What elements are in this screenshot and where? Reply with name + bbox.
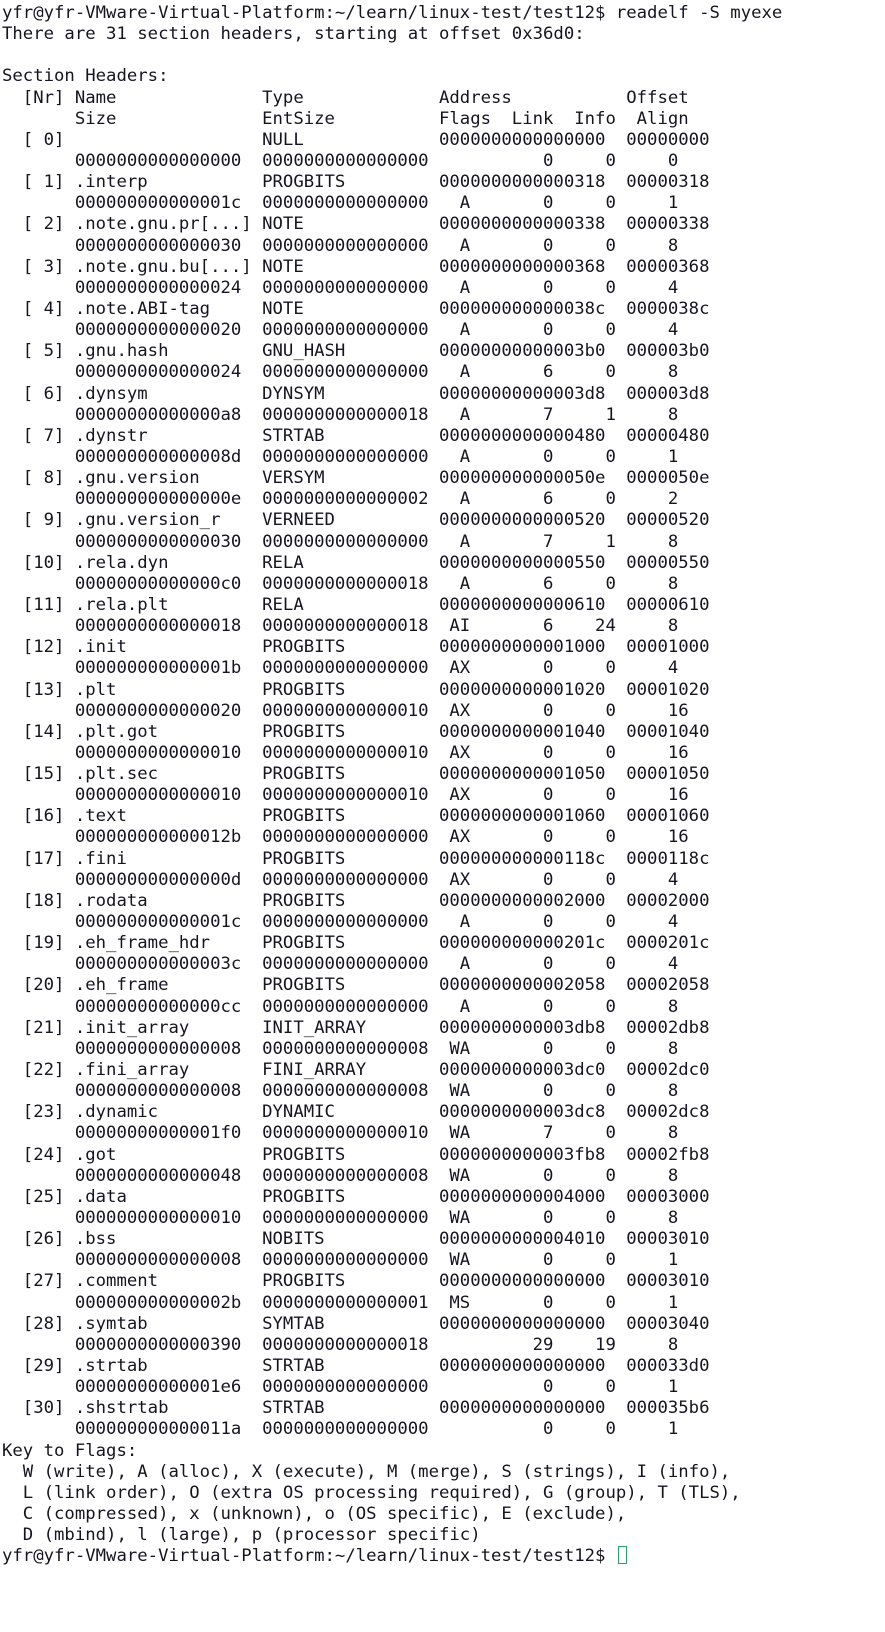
section-row-line-1: [ 7] .dynstr STRTAB 0000000000000480 00000480 — [2, 425, 710, 446]
section-row-line-2: 0000000000000008 0000000000000008 WA 0 0 8 — [2, 1081, 679, 1102]
section-row-line-2: 00000000000001f0 0000000000000010 WA 7 0 8 — [2, 1123, 679, 1144]
section-row-line-1: [11] .rela.plt RELA 0000000000000610 00000610 — [2, 594, 710, 615]
section-row-line-1: [ 5] .gnu.hash GNU_HASH 00000000000003b0 000003b0 — [2, 341, 710, 362]
section-table — [2, 130, 782, 1441]
section-row-line-2: 00000000000000a8 0000000000000018 A 7 1 8 — [2, 404, 679, 425]
section-row-line-2: 000000000000011a 0000000000000000 0 0 1 — [2, 1419, 679, 1440]
section-row-line-2: 0000000000000390 0000000000000018 29 19 8 — [2, 1334, 679, 1355]
section-row-line-1: [25] .data PROGBITS 0000000000004000 00003000 — [2, 1186, 710, 1207]
section-row-line-1: [30] .shstrtab STRTAB 0000000000000000 000035b6 — [2, 1398, 710, 1419]
section-row-line-2: 00000000000000c0 0000000000000018 A 6 0 8 — [2, 573, 679, 594]
section-row-line-2: 0000000000000030 0000000000000000 A 7 1 8 — [2, 531, 679, 552]
section-row-line-2: 0000000000000020 0000000000000000 A 0 0 4 — [2, 320, 679, 341]
section-row-line-2: 0000000000000008 0000000000000008 WA 0 0 8 — [2, 1038, 679, 1059]
section-row-line-1: [16] .text PROGBITS 0000000000001060 00001060 — [2, 806, 710, 827]
section-row-line-2: 000000000000001c 0000000000000000 A 0 0 1 — [2, 193, 679, 214]
section-row-line-1: [29] .strtab STRTAB 0000000000000000 000033d0 — [2, 1356, 710, 1376]
section-row-line-1: [21] .init_array INIT_ARRAY 0000000000003db8 00002db8 — [2, 1017, 710, 1038]
blank-line — [2, 45, 782, 66]
section-row-line-1: [ 0] NULL 0000000000000000 00000000 — [2, 129, 710, 150]
column-header-line-2: Size EntSize Flags Link Info Align — [2, 108, 689, 129]
section-row-line-2: 0000000000000008 0000000000000000 WA 0 0 1 — [2, 1250, 679, 1271]
section-row-line-1: [ 9] .gnu.version_r VERNEED 0000000000000520 00000520 — [2, 510, 710, 531]
section-headers-title: Section Headers: — [2, 66, 169, 87]
section-row-line-2: 000000000000000e 0000000000000002 A 6 0 2 — [2, 489, 679, 510]
section-row-line-1: [13] .plt PROGBITS 0000000000001020 00001020 — [2, 679, 710, 700]
section-row-line-2: 000000000000008d 0000000000000000 A 0 0 1 — [2, 446, 679, 467]
section-row-line-2: 0000000000000024 0000000000000000 A 6 0 8 — [2, 362, 679, 383]
text-cursor — [618, 1546, 627, 1564]
section-row-line-2: 0000000000000048 0000000000000008 WA 0 0 8 — [2, 1165, 679, 1186]
section-row-line-1: [14] .plt.got PROGBITS 0000000000001040 00001040 — [2, 721, 710, 742]
section-row-line-1: [17] .fini PROGBITS 000000000000118c 0000118c — [2, 848, 710, 869]
section-row-line-1: [28] .symtab SYMTAB 0000000000000000 00003040 — [2, 1313, 710, 1334]
section-row-line-2: 000000000000002b 0000000000000001 MS 0 0 1 — [2, 1292, 679, 1313]
section-row-line-2: 00000000000000cc 0000000000000000 A 0 0 8 — [2, 996, 679, 1017]
key-line: W (write), A (alloc), X (execute), M (merge), S (strings), I (info), — [2, 1461, 731, 1482]
section-row-line-1: [18] .rodata PROGBITS 0000000000002000 00002000 — [2, 890, 710, 911]
section-row-line-2: 000000000000003c 0000000000000000 A 0 0 4 — [2, 954, 679, 975]
section-row-line-2: 00000000000001e6 0000000000000000 0 0 1 — [2, 1377, 679, 1398]
section-row-line-1: [ 4] .note.ABI-tag NOTE 000000000000038c 0000038c — [2, 298, 710, 319]
summary-line: There are 31 section headers, starting at offset 0x36d0: — [2, 24, 585, 45]
command-prompt-line: yfr@yfr-VMware-Virtual-Platform:~/learn/linux-test/test12$ readelf -S myexe — [2, 3, 783, 23]
key-to-flags-title: Key to Flags: — [2, 1440, 138, 1461]
key-line: D (mbind), l (large), p (processor specific) — [2, 1525, 481, 1546]
section-row-line-1: [ 8] .gnu.version VERSYM 000000000000050e 0000050e — [2, 468, 710, 489]
section-row-line-1: [22] .fini_array FINI_ARRAY 0000000000003dc0 00002dc0 — [2, 1060, 710, 1081]
section-row-line-2: 000000000000001c 0000000000000000 A 0 0 4 — [2, 912, 679, 933]
key-line: C (compressed), x (unknown), o (OS specific), E (exclude), — [2, 1503, 627, 1524]
final-prompt-line[interactable] — [2, 1546, 782, 1567]
section-row-line-1: [27] .comment PROGBITS 0000000000000000 00003010 — [2, 1271, 710, 1292]
section-row-line-1: [24] .got PROGBITS 0000000000003fb8 00002fb8 — [2, 1144, 710, 1165]
section-row-line-2: 0000000000000010 0000000000000010 AX 0 0 16 — [2, 742, 689, 763]
section-row-line-2: 0000000000000000 0000000000000000 0 0 0 — [2, 150, 679, 171]
section-row-line-2: 0000000000000020 0000000000000010 AX 0 0 16 — [2, 700, 689, 721]
section-row-line-1: [19] .eh_frame_hdr PROGBITS 000000000000201c 0000201c — [2, 933, 710, 954]
section-row-line-1: [ 6] .dynsym DYNSYM 00000000000003d8 000003d8 — [2, 383, 710, 404]
section-row-line-2: 0000000000000018 0000000000000018 AI 6 24 8 — [2, 616, 679, 637]
section-row-line-2: 0000000000000030 0000000000000000 A 0 0 8 — [2, 235, 679, 256]
section-row-line-1: [23] .dynamic DYNAMIC 0000000000003dc8 00002dc8 — [2, 1102, 710, 1123]
section-row-line-1: [26] .bss NOBITS 0000000000004010 00003010 — [2, 1229, 710, 1250]
terminal-output — [2, 3, 782, 1567]
section-row-line-1: [ 2] .note.gnu.pr[...] NOTE 0000000000000338 00000338 — [2, 214, 710, 235]
section-row-line-2: 0000000000000024 0000000000000000 A 0 0 4 — [2, 277, 679, 298]
section-row-line-1: [20] .eh_frame PROGBITS 0000000000002058 00002058 — [2, 975, 710, 996]
section-row-line-1: [10] .rela.dyn RELA 0000000000000550 00000550 — [2, 552, 710, 573]
section-row-line-2: 000000000000000d 0000000000000000 AX 0 0 4 — [2, 869, 679, 890]
section-row-line-1: [ 3] .note.gnu.bu[...] NOTE 0000000000000368 00000368 — [2, 256, 710, 277]
section-row-line-2: 000000000000001b 0000000000000000 AX 0 0 4 — [2, 658, 679, 679]
section-row-line-2: 000000000000012b 0000000000000000 AX 0 0 16 — [2, 827, 689, 848]
key-line: L (link order), O (extra OS processing required), G (group), T (TLS), — [2, 1482, 741, 1503]
section-row-line-2: 0000000000000010 0000000000000010 AX 0 0 16 — [2, 785, 689, 806]
section-row-line-1: [ 1] .interp PROGBITS 0000000000000318 00000318 — [2, 172, 710, 193]
section-row-line-1: [15] .plt.sec PROGBITS 0000000000001050 00001050 — [2, 764, 710, 785]
section-row-line-1: [12] .init PROGBITS 0000000000001000 00001000 — [2, 637, 710, 658]
section-row-line-2: 0000000000000010 0000000000000000 WA 0 0 8 — [2, 1208, 679, 1229]
shell-prompt: yfr@yfr-VMware-Virtual-Platform:~/learn/linux-test/test12$ — [2, 1546, 616, 1567]
column-header-line-1: [Nr] Name Type Address Offset — [2, 87, 689, 108]
